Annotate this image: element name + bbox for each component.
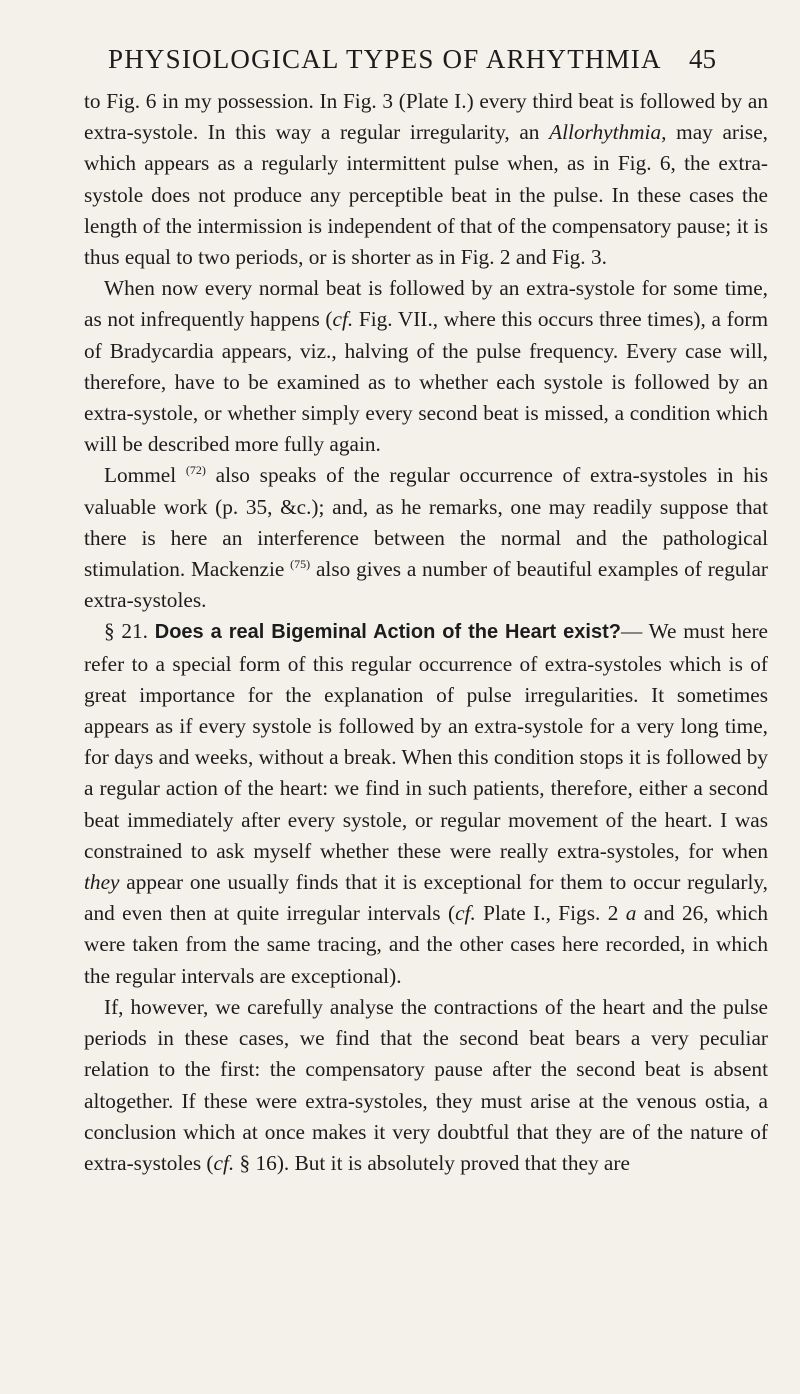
text-run: Plate I., Figs. 2 — [475, 901, 626, 926]
section-paragraph — [84, 616, 768, 991]
page-number: 45 — [689, 44, 716, 74]
text-run: Fig. VII., where this occurs three times), a form of Bradycardia appears, viz., halving of the pulse frequency. Every case will, therefore, have to be examined as to whether each systole is followed by an extra-systole, or whether simply every second beat is missed, a condition which will be described more fully again. — [84, 307, 769, 457]
text-run: Lommel — [104, 463, 186, 488]
page-header — [0, 44, 800, 84]
text-run: and 26, which were taken from the same tracing, and the other cases here recorded, in which the regular intervals are exceptional). — [84, 901, 769, 988]
text-run: § 16). But it is absolutely proved that they are — [234, 1150, 630, 1175]
text-run: may arise, which appears as a regularly intermittent pulse when, as in Fig. 6, the extra-systole does not produce any perceptible beat in the pulse. In these cases the length of the intermission is independent of that of the compensatory pause; it is thus equal to two periods, or is shorter as in Fig. 2 and Fig. 3. — [84, 120, 768, 270]
section-number: § 21. — [104, 619, 149, 644]
italic-abbrev: cf. — [332, 307, 354, 332]
text-run: When now every normal beat is followed by an extra-systole for some time, as not infrequently happens ( — [84, 276, 768, 332]
text-run: If, however, we carefully analyse the contractions of the heart and the pulse periods in these cases, we find that the second beat bears a very peculiar relation to the first: the compensatory pause after the second beat is absent altogether. If these were extra-systoles, they must arise at the venous ostia, a conclusion which at once makes it very doubtful that they are of the nature of extra-systoles ( — [84, 994, 768, 1175]
italic-word: they — [84, 870, 120, 895]
paragraph — [84, 86, 768, 273]
body-text — [84, 86, 768, 1179]
paragraph — [84, 273, 768, 460]
paragraph — [84, 992, 768, 1179]
section-heading: Does a real Bigeminal Action of the Heart exist? — [154, 621, 621, 644]
text-run: also speaks of the regular occurrence of extra-systoles in his valuable work (p. 35, &c.); and, as he remarks, one may readily suppose that there is here an interference between the normal and the pathological stimulation. Mackenzie — [84, 463, 768, 582]
running-head: PHYSIOLOGICAL TYPES OF ARHYTHMIA — [108, 44, 662, 74]
text-run: appear one usually finds that it is exceptional for them to occur regularly, and even then at quite irregular intervals ( — [84, 870, 768, 926]
italic-letter: a — [625, 901, 637, 926]
reference-mark: (75) — [290, 557, 311, 572]
text-run: to Fig. 6 in my possession. In Fig. 3 (Plate I.) every third beat is followed by an extra-systole. In this way a regular irregularity, an — [84, 89, 768, 145]
italic-term: Allorhythmia, — [549, 120, 667, 145]
reference-mark: (72) — [185, 463, 206, 478]
italic-abbrev: cf. — [213, 1150, 235, 1175]
text-run: — We must here refer to a special form of this regular occurrence of extra-systoles which is of great importance for the explanation of pulse irregularities. It sometimes appears as if every systole is followed by an extra-systole for a very long time, for days and weeks, without a break. When this condition stops it is followed by a regular action of the heart: we find in such patients, therefore, either a second beat immediately after every systole, or regular movement of the heart. I was constrained to ask myself whether these were really extra-systoles, for when — [84, 619, 768, 863]
paragraph — [84, 460, 768, 616]
italic-abbrev: cf. — [455, 901, 476, 926]
text-run: also gives a number of beautiful examples of regular extra-systoles. — [84, 557, 768, 613]
